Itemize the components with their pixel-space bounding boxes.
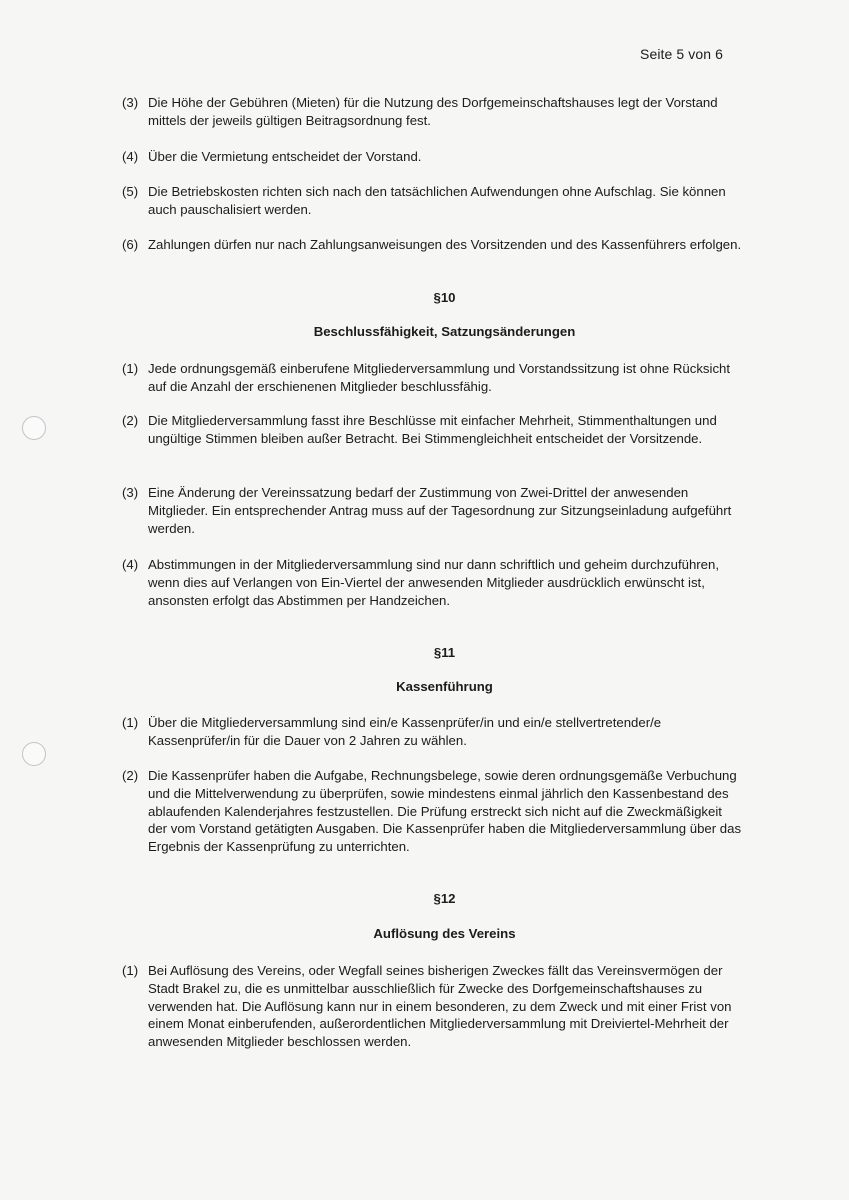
paragraph <box>122 556 742 609</box>
paragraph-text: Zahlungen dürfen nur nach Zahlungsanweisungen des Vorsitzenden und des Kassenführers erfolgen. <box>148 237 742 252</box>
paragraph <box>122 412 742 448</box>
paragraph-number: (6) <box>122 237 139 252</box>
punch-hole <box>22 742 46 766</box>
paragraph <box>122 183 742 219</box>
paragraph <box>122 236 742 254</box>
paragraph-number: (2) <box>122 413 139 428</box>
paragraph-text: Bei Auflösung des Vereins, oder Wegfall seines bisherigen Zweckes fällt das Vereinsvermögen der Stadt Brakel zu, die es unmittelbar ausschließlich für Zwecke des Dorfgemeinschaftshauses zu verwenden hat. Die Auflösung kann nur in einem besonderen, zu dem Zweck und mit einer Frist von einem Monat einberufenden, außerordentlichen Mitgliederversammlung mit Dreiviertel-Mehrheit der anwesenden Mitglieder beschlossen werden. <box>148 963 732 1050</box>
paragraph-number: (1) <box>122 963 139 978</box>
paragraph-number: (5) <box>122 184 139 199</box>
paragraph-number: (4) <box>122 149 139 164</box>
page-number: Seite 5 von 6 <box>640 46 724 62</box>
paragraph-text: Über die Vermietung entscheidet der Vorstand. <box>148 149 422 164</box>
section-number: §11 <box>433 645 456 660</box>
paragraph-text: Jede ordnungsgemäß einberufene Mitgliederversammlung und Vorstandssitzung ist ohne Rücksicht auf die Anzahl der erschienenen Mitglieder beschlussfähig. <box>148 361 731 394</box>
paragraph <box>122 360 742 396</box>
section-number: §10 <box>433 290 456 305</box>
paragraph-number: (2) <box>122 768 139 783</box>
paragraph-number: (1) <box>122 361 139 376</box>
paragraph-text: Die Höhe der Gebühren (Mieten) für die Nutzung des Dorfgemeinschaftshauses legt der Vorstand mittels der jeweils gültigen Beitragsordnung fest. <box>148 95 718 128</box>
paragraph <box>122 714 742 750</box>
paragraph <box>122 94 742 130</box>
paragraph <box>122 148 742 166</box>
paragraph-text: Die Betriebskosten richten sich nach den tatsächlichen Aufwendungen ohne Aufschlag. Sie können auch pauschalisiert werden. <box>148 184 726 217</box>
paragraph-text: Über die Mitgliederversammlung sind ein/e Kassenprüfer/in und ein/e stellvertretender/e Kassenprüfer/in für die Dauer von 2 Jahren zu wählen. <box>148 715 662 748</box>
section-title: Auflösung des Vereins <box>373 926 516 941</box>
paragraph-text: Die Kassenprüfer haben die Aufgabe, Rechnungsbelege, sowie deren ordnungsgemäße Verbuchung und die Mittelverwendung zu überprüfen, sowie mindestens einmal jährlich den Kassenbestand des ablaufenden Kalenderjahres festzustellen. Die Prüfung erstreckt sich nicht auf die Zweckmäßigkeit der vom Vorstand getätigten Ausgaben. Die Kassenprüfer haben die Mitgliederversammlung über das Ergebnis der Kassenprüfung zu unterrichten. <box>148 768 742 855</box>
section-title: Beschlussfähigkeit, Satzungsänderungen <box>313 324 576 339</box>
paragraph <box>122 767 742 856</box>
paragraph-number: (3) <box>122 485 139 500</box>
paragraph-text: Abstimmungen in der Mitgliederversammlung sind nur dann schriftlich und geheim durchzuführen, wenn dies auf Verlangen von Ein-Viertel der anwesenden Mitglieder ausdrücklich erwünscht ist, ansonsten erfolgt das Abstimmen per Handzeichen. <box>148 557 720 608</box>
paragraph-text: Die Mitgliederversammlung fasst ihre Beschlüsse mit einfacher Mehrheit, Stimmenthaltungen und ungültige Stimmen bleiben außer Betracht. Bei Stimmengleichheit entscheidet der Vorsitzende. <box>148 413 717 446</box>
paragraph-number: (1) <box>122 715 139 730</box>
punch-hole <box>22 416 46 440</box>
section-number: §12 <box>433 891 456 906</box>
paragraph-number: (3) <box>122 95 139 110</box>
section-title: Kassenführung <box>396 679 493 694</box>
paragraph <box>122 962 742 1051</box>
paragraph-text: Eine Änderung der Vereinssatzung bedarf der Zustimmung von Zwei-Drittel der anwesenden Mitglieder. Ein entsprechender Antrag muss auf der Tagesordnung zur Sitzungseinladung aufgeführt werden. <box>148 485 732 536</box>
paragraph <box>122 484 742 537</box>
paragraph-number: (4) <box>122 557 139 572</box>
